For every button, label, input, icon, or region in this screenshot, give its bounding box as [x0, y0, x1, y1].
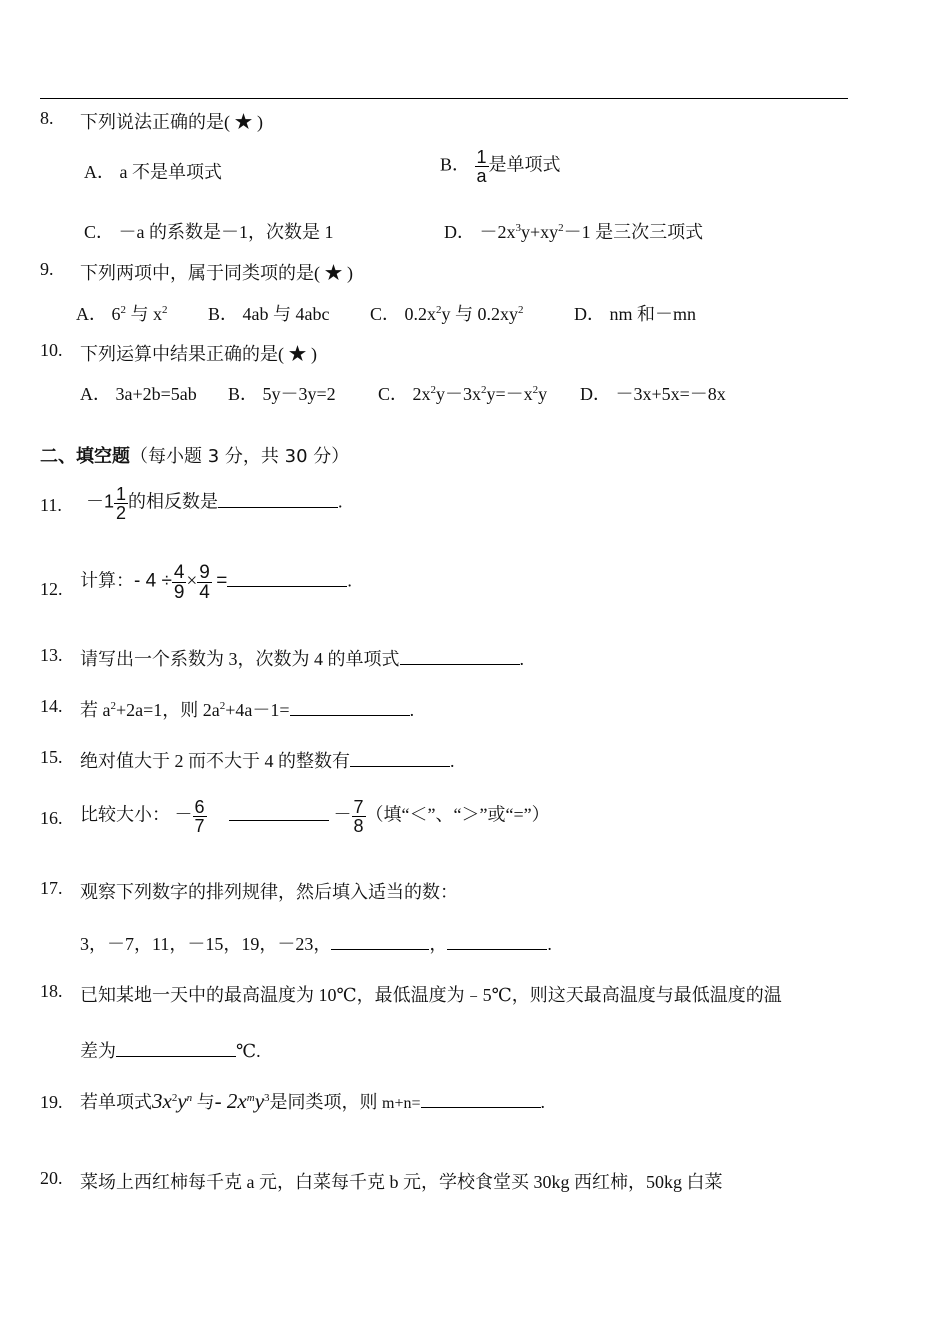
q12-content: 计算：- 4 ÷ $\frac{4}{9}$ × $\frac{9}{4}$ = . [80, 562, 352, 603]
q10-option-a: A． 3a+2b=5ab [80, 384, 197, 404]
q19-answer-blank [421, 1091, 541, 1108]
q18-answer-blank [116, 1040, 236, 1057]
q9-number: 9. [40, 259, 54, 279]
q9-option-c: C． $0.2x^2y$ 与 $0.2xy^2$ [370, 304, 524, 324]
q10-stem: 下列运算中结果正确的是( ★ ) [80, 344, 317, 364]
q17-number: 17. [40, 878, 63, 898]
q17-blank-1 [331, 933, 429, 950]
q12-answer-blank [227, 570, 347, 587]
fraction-1-over-a: $\frac{1}{a}$ [476, 147, 487, 186]
q11-content: －1 $\frac{1}{2}$ 的相反数是 . [86, 484, 343, 523]
q20-number: 20. [40, 1168, 63, 1188]
section-title: 二、填空题（每小题 3 分，共 30 分） [40, 446, 350, 467]
q15-answer-blank [350, 750, 450, 767]
q9-option-b: B． 4ab 与 4abc [208, 304, 330, 324]
q14-content: 若 $a^2+2a=1$，则 $2a^2+4a-1=$ . [80, 700, 415, 720]
q16-number: 16. [40, 808, 63, 828]
q15-content: 绝对值大于 2 而不大于 4 的整数有 . [80, 751, 455, 771]
q10-number: 10. [40, 340, 63, 360]
q11-answer-blank [218, 491, 338, 508]
q17-stem: 观察下列数字的排列规律，然后填入适当的数： [80, 882, 458, 902]
q8-option-d: D． $-2x^3y+xy^2-1$ 是三次三项式 [444, 222, 704, 242]
q9-option-a: A． $6^2$ 与 $x^2$ [76, 304, 168, 324]
q8-option-c: C． －a 的系数是－1，次数是 1 [84, 222, 334, 242]
q19-content: 若单项式$3x^2y^n$ 与- $2x^my^3$是同类项，则 m+n= . [80, 1089, 546, 1113]
q10-option-c: C． $2x^2y-3x^2y=-x^2y$ [378, 384, 548, 404]
q8-stem: 下列说法正确的是( ★ ) [80, 112, 263, 132]
fraction-1-2: $\frac{1}{2}$ [116, 484, 127, 523]
q14-number: 14. [40, 696, 63, 716]
q13-answer-blank [400, 648, 520, 665]
q9-stem: 下列两项中，属于同类项的是( ★ ) [80, 263, 353, 283]
q8-number: 8. [40, 108, 54, 128]
q8-option-b: B． $\frac{1}{a}$ 是单项式 [440, 147, 561, 186]
q17-sequence: 3，－7，11，－15，19，－23， ， . [80, 934, 552, 954]
q14-answer-blank [290, 699, 410, 716]
q18-stem: 已知某地一天中的最高温度为 10℃，最低温度为﹣5℃，则这天最高温度与最低温度的温 [80, 985, 782, 1005]
q19-number: 19. [40, 1092, 63, 1112]
q20-stem: 菜场上西红柿每千克 a 元，白菜每千克 b 元，学校食堂买 30kg 西红柿，50kg 白菜 [80, 1172, 723, 1192]
q13-content: 请写出一个系数为 3，次数为 4 的单项式 . [80, 649, 524, 669]
q18-number: 18. [40, 981, 63, 1001]
q17-blank-2 [447, 933, 547, 950]
q16-answer-blank [229, 804, 329, 821]
q12-number: 12. [40, 579, 63, 599]
q18-continuation: 差为 ℃. [80, 1041, 261, 1061]
header-rule [40, 98, 848, 99]
q11-number: 11. [40, 495, 62, 515]
q15-number: 15. [40, 747, 63, 767]
q9-option-d: D． nm 和－mn [574, 304, 697, 324]
q13-number: 13. [40, 645, 63, 665]
q10-option-b: B． 5y－3y=2 [228, 384, 336, 404]
q16-content: 比较大小： － $\frac{6}{7}$ － $\frac{7}{8}$ （填“＜”、“＞”或“=”） [80, 797, 550, 836]
q8-option-a: A． a 不是单项式 [84, 162, 222, 182]
q10-option-d: D． －3x+5x=－8x [580, 384, 726, 404]
